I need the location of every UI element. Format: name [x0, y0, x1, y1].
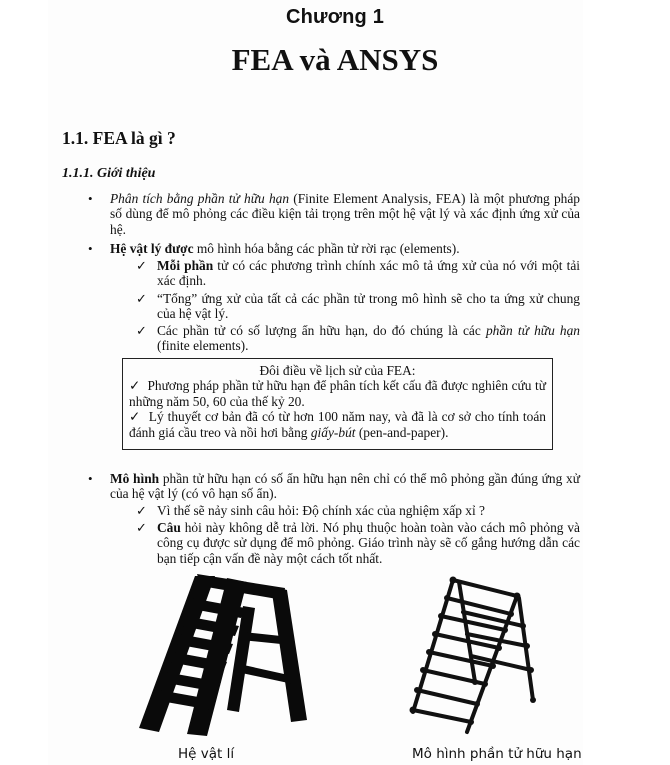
bullet-icon: •	[88, 241, 93, 256]
chapter-label: Chương 1	[285, 6, 385, 28]
bullet-icon: •	[88, 471, 93, 486]
check-text: “Tổng” ứng xử của tất cả các phần tử trong mô hình sẽ cho ta ứng xử chung của hệ vật lý.	[157, 291, 580, 322]
bullet-bold-lead: Hệ vật lý được	[110, 241, 194, 256]
history-item: ✓ Lý thuyết cơ bản đã có từ hơn 100 năm nay, và đã là cơ sở cho tính toán đánh giá cầu treo và nồi hơi bằng giấy-bút (pen-and-paper).	[129, 409, 546, 440]
check-item	[157, 503, 580, 518]
check-item	[157, 520, 580, 566]
chapter-title: FEA và ANSYS	[231, 42, 439, 77]
check-text: tử có các phương trình chính xác mô tả ứng xử của nó với một tải xác định.	[157, 258, 581, 289]
bullet-text: (Finite Element Analysis, FEA) là một phương pháp số dùng để mô phỏng các điều kiện tải trọng trên một hệ vật lý và xác định ứng xử của hệ.	[110, 191, 580, 237]
check-item	[157, 258, 580, 289]
bullet-item	[110, 471, 580, 502]
figure-caption-physical: Hệ vật lí	[178, 746, 235, 762]
check-icon: ✓	[129, 378, 141, 394]
check-icon: ✓	[129, 409, 141, 425]
bullet-text: phần tử hữu hạn có số ẩn hữu hạn nên chỉ có thể mô phỏng gần đúng ứng xử của hệ vật lý (có vô hạn số ẩn).	[110, 471, 580, 502]
check-icon: ✓	[136, 520, 147, 535]
bullet-bold-lead: Mô hình	[110, 471, 160, 486]
check-bold-lead: Mỗi phần	[157, 258, 214, 273]
bullet-icon: •	[88, 191, 93, 206]
solid-ladder-image	[135, 572, 335, 742]
history-box	[122, 358, 553, 450]
section-heading: 1.1. FEA là gì ?	[62, 128, 176, 148]
history-box-heading: Đôi điều về lịch sử của FEA:	[259, 363, 416, 378]
check-item	[157, 291, 580, 322]
check-item	[157, 323, 580, 354]
check-icon: ✓	[136, 291, 147, 306]
figure-caption-fe-model: Mô hình phần tử hữu hạn	[412, 746, 582, 762]
check-text: Các phần tử có số lượng ẩn hữu hạn, do đó chúng là các	[157, 323, 486, 338]
wireframe-ladder-image	[405, 572, 580, 737]
check-italic: phần tử hữu hạn	[485, 323, 580, 338]
check-text: Vì thế sẽ nảy sinh câu hỏi: Độ chính xác của nghiệm xấp xỉ ?	[157, 503, 485, 518]
history-item: ✓ Phương pháp phần tử hữu hạn để phân tích kết cấu đã được nghiên cứu từ những năm 50, 60 của thế kỷ 20.	[129, 378, 546, 409]
check-icon: ✓	[136, 503, 147, 518]
check-icon: ✓	[136, 258, 147, 273]
check-text: hỏi này không dễ trả lời. Nó phụ thuộc hoàn toàn vào cách mô phỏng và công cụ được sử dụng để mô phỏng. Giáo trình này sẽ cố gắng hướng dẫn các bạn tiếp cận vấn đề này một cách tốt nhất.	[157, 520, 580, 566]
bullet-text: mô hình hóa bằng các phần tử rời rạc (elements).	[193, 241, 460, 256]
check-icon: ✓	[136, 323, 147, 338]
bullet-italic-lead: Phân tích bằng phần tử hữu hạn	[110, 191, 290, 206]
subsection-heading: 1.1.1. Giới thiệu	[62, 166, 156, 181]
check-text-after: (finite elements).	[157, 338, 249, 354]
bullet-item	[110, 191, 580, 237]
check-bold-lead: Câu	[157, 520, 181, 535]
bullet-item	[110, 241, 580, 256]
